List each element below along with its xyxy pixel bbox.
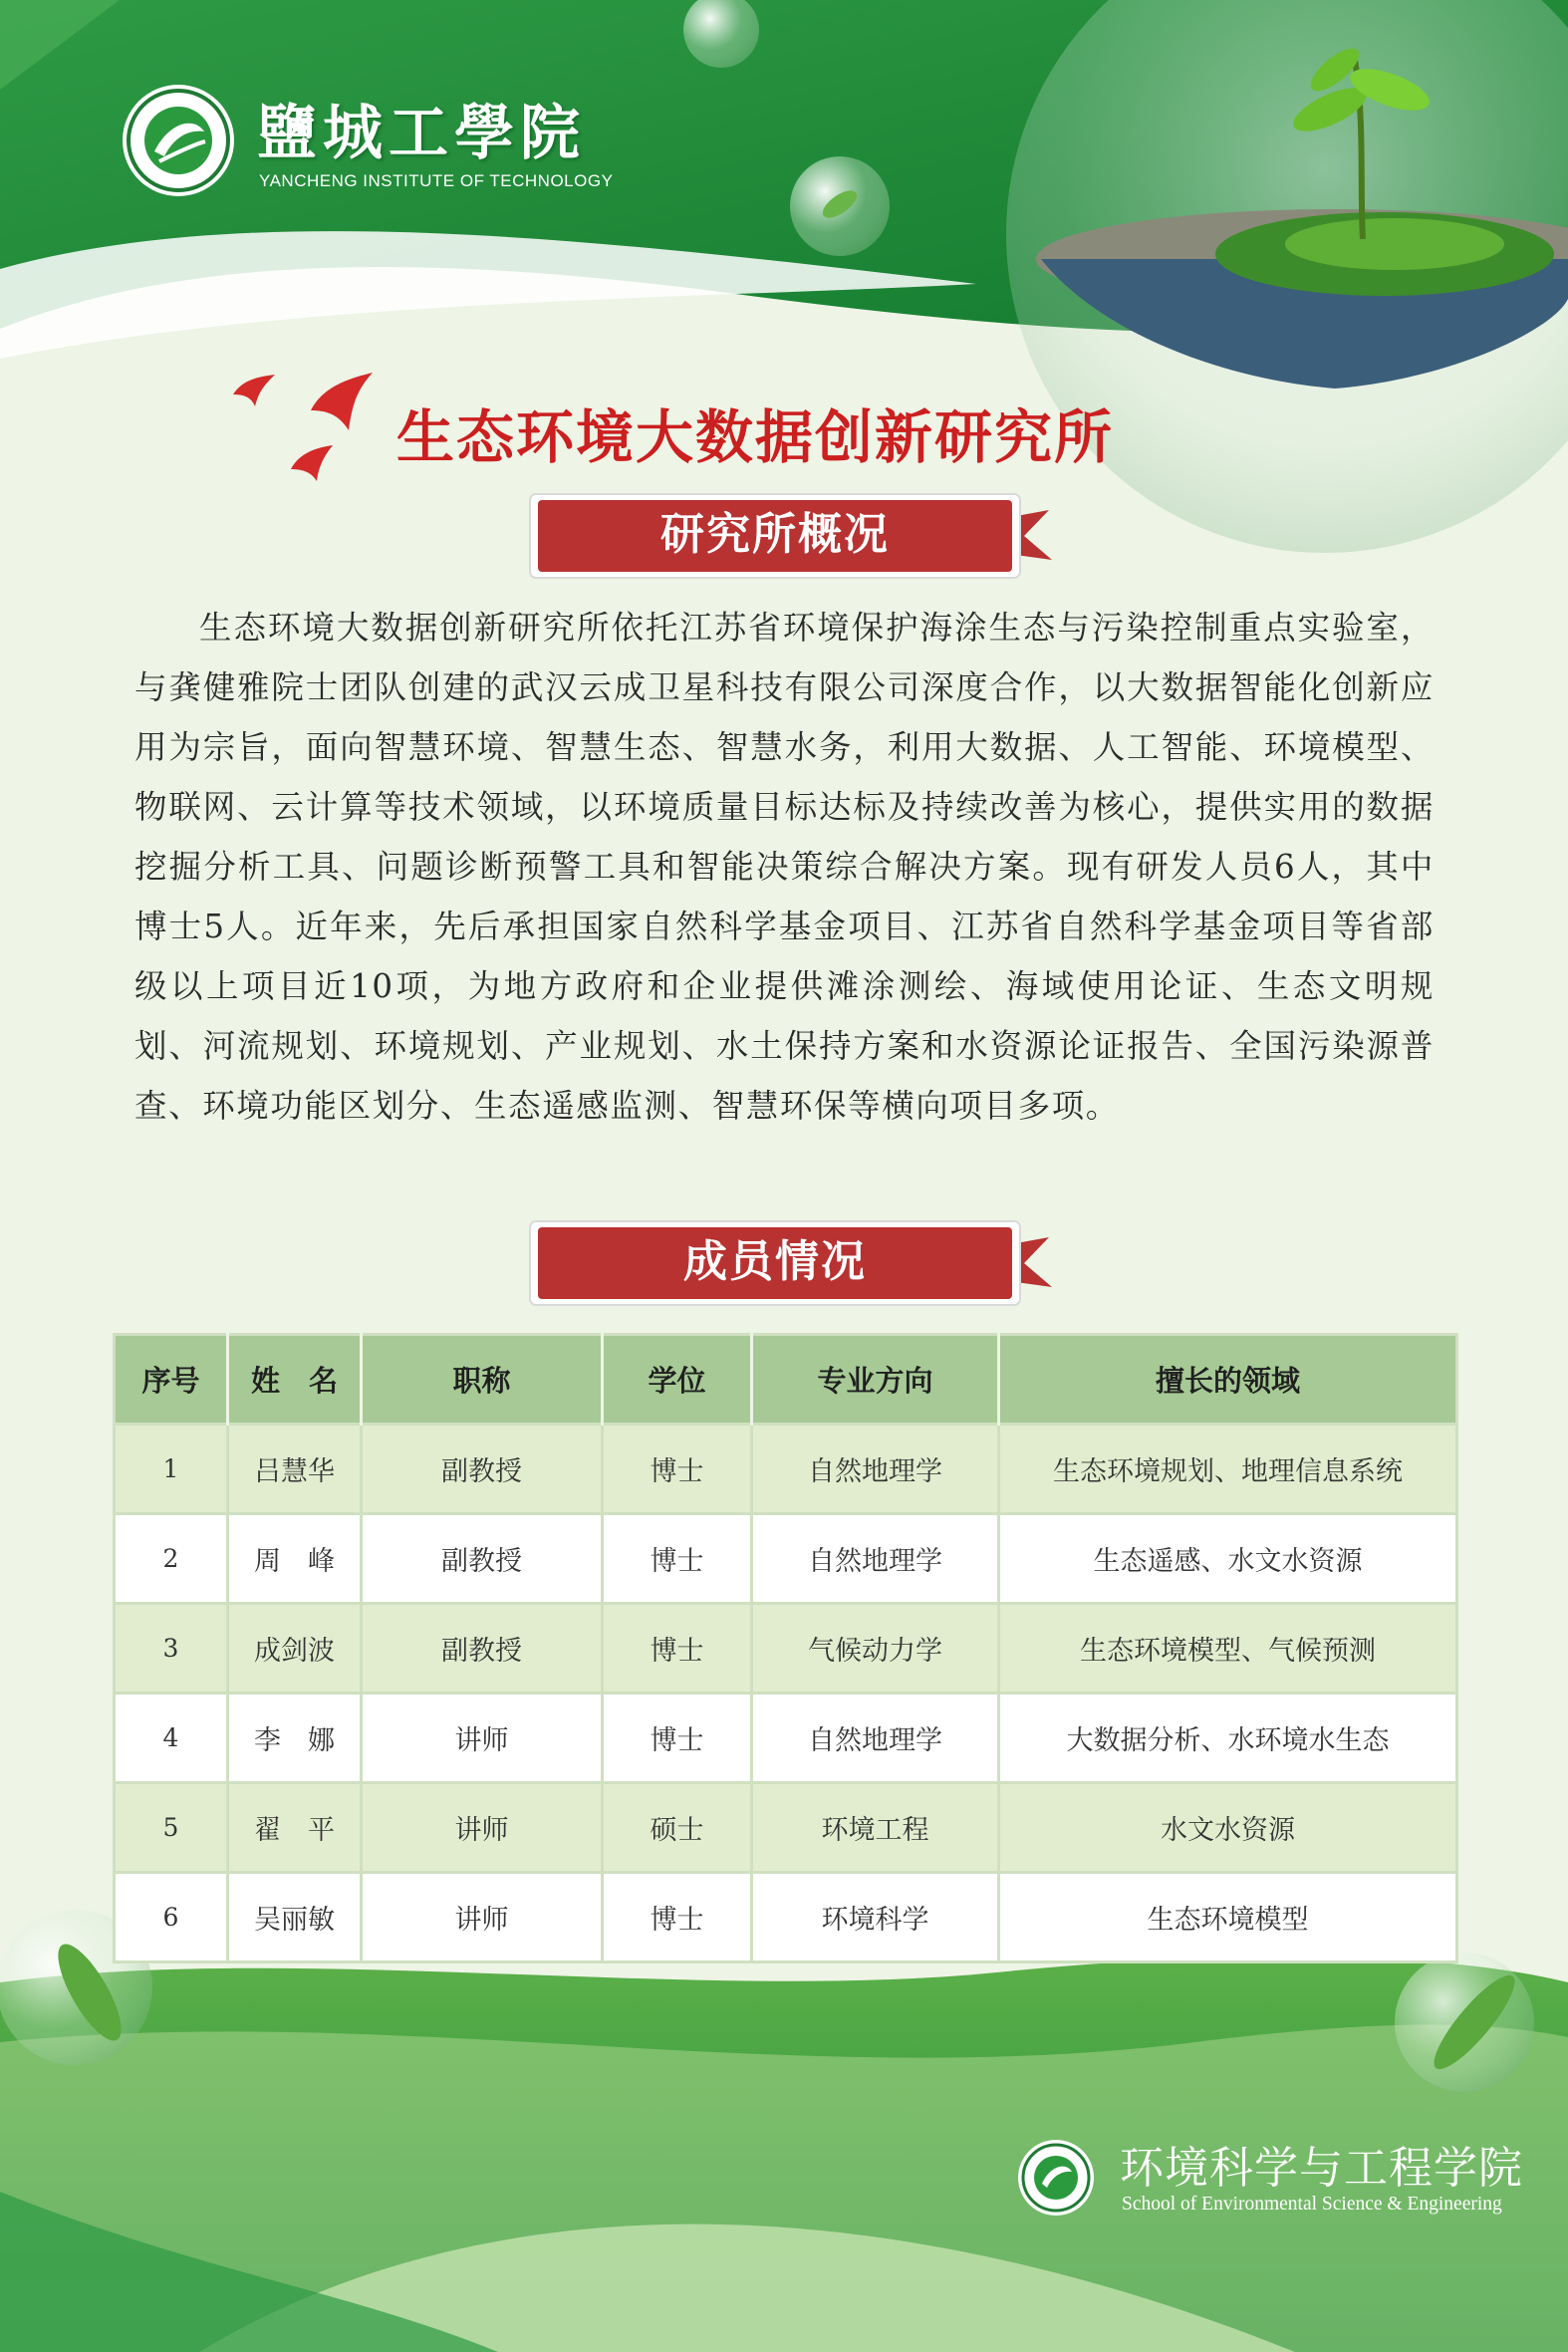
table-cell: 环境工程 [752, 1783, 999, 1873]
table-cell: 博士 [603, 1425, 752, 1514]
table-cell: 讲师 [362, 1873, 603, 1962]
table-cell: 李 娜 [228, 1694, 362, 1783]
table-row [115, 1783, 1457, 1873]
table-cell: 生态环境规划、地理信息系统 [999, 1425, 1457, 1514]
footer-school [1016, 2132, 1534, 2231]
table-cell: 硕士 [603, 1783, 752, 1873]
school-logo [120, 82, 614, 201]
college-name-en: School of Environmental Science & Engineering [1122, 2194, 1502, 2215]
table-cell: 自然地理学 [752, 1514, 999, 1604]
header-cell: 擅长的领域 [999, 1335, 1457, 1425]
table-cell: 翟 平 [228, 1783, 362, 1873]
table-cell: 生态遥感、水文水资源 [999, 1514, 1457, 1604]
college-emblem-icon [1016, 2138, 1096, 2218]
table-cell: 环境科学 [752, 1873, 999, 1962]
table-cell: 5 [115, 1783, 228, 1873]
table-cell: 博士 [603, 1514, 752, 1604]
table-cell: 自然地理学 [752, 1425, 999, 1514]
table-cell: 6 [115, 1873, 228, 1962]
table-header-row [115, 1335, 1457, 1425]
header-cell: 姓 名 [228, 1335, 362, 1425]
school-name-en: YANCHENG INSTITUTE OF TECHNOLOGY [259, 171, 614, 190]
table-cell: 生态环境模型 [999, 1873, 1457, 1962]
table-cell: 周 峰 [228, 1514, 362, 1604]
section-title-overview: 研究所概况 [660, 509, 890, 560]
table-cell: 吕慧华 [228, 1425, 362, 1514]
table-row [115, 1873, 1457, 1962]
page-title: 生态环境大数据创新研究所 [396, 403, 1115, 471]
table-cell: 副教授 [362, 1514, 603, 1604]
header-cell: 序号 [115, 1335, 228, 1425]
table-cell: 水文水资源 [999, 1783, 1457, 1873]
table-cell: 副教授 [362, 1604, 603, 1694]
bird-icon [291, 445, 333, 481]
table-cell: 自然地理学 [752, 1694, 999, 1783]
header-cell: 学位 [603, 1335, 752, 1425]
header-cell: 专业方向 [752, 1335, 999, 1425]
section-banner-members [526, 1217, 1054, 1317]
table-cell: 1 [115, 1425, 228, 1514]
table-cell: 博士 [603, 1694, 752, 1783]
bird-icon [231, 373, 277, 410]
bird-icon [311, 373, 373, 430]
table-cell: 吴丽敏 [228, 1873, 362, 1962]
section-banner-overview [526, 490, 1054, 590]
school-name-cn: 鹽城工學院 [257, 99, 586, 168]
header-cell: 职称 [362, 1335, 603, 1425]
table-cell: 大数据分析、水环境水生态 [999, 1694, 1457, 1783]
school-emblem-icon [120, 82, 237, 199]
table-cell: 讲师 [362, 1694, 603, 1783]
members-table [113, 1333, 1458, 1963]
college-name-cn: 环境科学与工程学院 [1120, 2143, 1523, 2194]
table-row [115, 1694, 1457, 1783]
table-row [115, 1514, 1457, 1604]
table-cell: 副教授 [362, 1425, 603, 1514]
table-cell: 气候动力学 [752, 1604, 999, 1694]
table-cell: 生态环境模型、气候预测 [999, 1604, 1457, 1694]
table-cell: 成剑波 [228, 1604, 362, 1694]
overview-paragraph: 生态环境大数据创新研究所依托江苏省环境保护海涂生态与污染控制重点实验室，与龚健雅院士团队创建的武汉云成卫星科技有限公司深度合作，以大数据智能化创新应用为宗旨，面向智慧环境、智慧生态、智慧水务，利用大数据、人工智能、环境模型、物联网、云计算等技术领域，以环境质量目标达标及持续改善为核心，提供实用的数据挖掘分析工具、问题诊断预警工具和智能决策综合解决方案。现有研发人员6人，其中博士5人。近年来，先后承担国家自然科学基金项目、江苏省自然科学基金项目等省部级以上项目近10项，为地方政府和企业提供滩涂测绘、海域使用论证、生态文明规划、河流规划、环境规划、产业规划、水土保持方案和水资源论证报告、全国污染源普查、环境功能区划分、生态遥感监测、智慧环保等横向项目多项。 [134, 609, 1435, 1125]
table-cell: 博士 [603, 1604, 752, 1694]
table-cell: 2 [115, 1514, 228, 1604]
table-cell: 3 [115, 1604, 228, 1694]
table-cell: 4 [115, 1694, 228, 1783]
table-row [115, 1604, 1457, 1694]
table-cell: 博士 [603, 1873, 752, 1962]
section-title-members: 成员情况 [683, 1236, 867, 1287]
table-row [115, 1425, 1457, 1514]
table-cell: 讲师 [362, 1783, 603, 1873]
